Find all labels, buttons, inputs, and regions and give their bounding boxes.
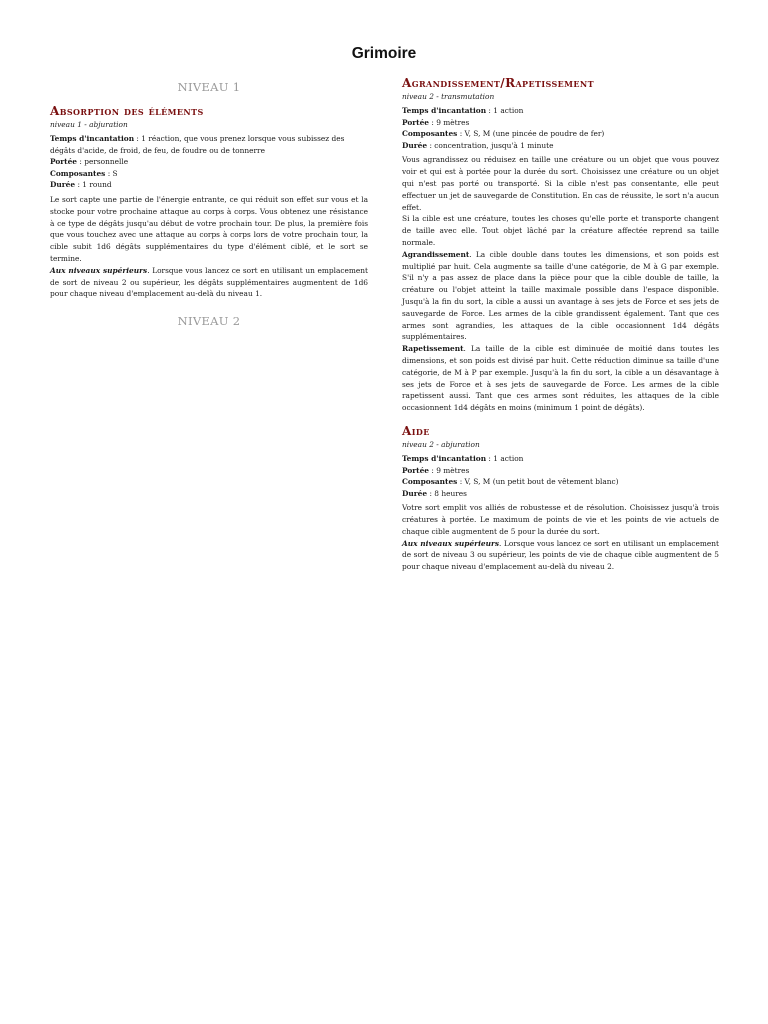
- spell-reduce: Rapetissement. La taille de la cible est diminuée de moitié dans toutes les dimensions, et son poids est divisé par huit. Cette réduction diminue sa taille d'une catégorie, de M à P par exemple. Jusqu'à la fin du sort, la cible a un désavantage à ses jets de Force et à ses jets de sauvegarde de Force. Les armes de la cible rapetissent aussi. Tant que ces armes sont réduites, les attaques de la cible occasionnent 1d4 dégâts en moins (minimum 1 point de dégâts).: [402, 344, 720, 413]
- spell-components: Composantes : S: [50, 168, 118, 178]
- left-column: [50, 76, 368, 338]
- spell-name: Aide: [402, 423, 430, 438]
- prop-value: personnelle: [84, 157, 129, 167]
- spell-name: Agrandissement/Rapetissement: [402, 76, 594, 90]
- prop-value: 8 heures: [434, 488, 467, 498]
- higher-levels-text: Lorsque vous lancez ce sort en utilisant un emplacement de sort de niveau 3 ou supérieur, les points de vie de chaque cible augmentent de 5 pour chaque niveau d'emplacement au-delà du niveau 2.: [402, 538, 719, 572]
- higher-levels-label: Aux niveaux supérieurs: [402, 538, 500, 548]
- spell-description-2: Si la cible est une créature, toutes les choses qu'elle porte et transporte changent de taille avec elle. Tout objet lâché par la créature affectée reprend sa taille normale.: [402, 214, 719, 247]
- prop-value: 9 mètres: [436, 117, 470, 127]
- prop-value: V, S, M (une pincée de poudre de fer): [464, 129, 605, 139]
- reduce-label: Rapetissement: [402, 344, 464, 354]
- prop-value: S: [112, 168, 118, 178]
- prop-label: Composantes: [50, 168, 106, 178]
- spell-aide: [402, 424, 719, 573]
- spell-range: Portée : 9 mètres: [402, 117, 470, 127]
- prop-label: Portée: [402, 465, 430, 475]
- spell-name: Absorption des éléments: [50, 104, 204, 118]
- spell-description: Vous agrandissez ou réduisez en taille une créature ou un objet que vous pouvez voir et qui est à portée pour la durée du sort. Choisissez une créature ou un objet qui n'est pas porté ou transporté. Si la cible n'est pas consentante, elle peut effectuer un jet de sauvegarde de Constitution. En cas de réussite, le sort n'a aucun effet.: [402, 155, 719, 212]
- prop-value: 1 round: [82, 180, 112, 190]
- spell-subtitle: niveau 2 - abjuration: [402, 439, 480, 449]
- prop-label: Portée: [50, 157, 78, 167]
- prop-label: Temps d'incantation: [402, 106, 487, 115]
- spell-higher-levels: Aux niveaux supérieurs. Lorsque vous lancez ce sort en utilisant un emplacement de sort de niveau 3 ou supérieur, les points de vie de chaque cible augmentent de 5 pour chaque niveau d'emplacement au-delà du niveau 2.: [402, 538, 719, 572]
- spell-duration: Durée : concentration, jusqu'à 1 minute: [402, 140, 554, 150]
- spell-description: Votre sort emplit vos alliés de robustesse et de résolution. Choisissez jusqu'à trois créatures à portée. Le maximum de points de vie et les points de vie actuels de chaque cible augmentent de 5 pour la durée du sort.: [402, 503, 719, 536]
- prop-value: 1 réaction, que vous prenez lorsque vous subissez des dégâts d'acide, de froid, de feu, de foudre ou de tonnerre: [50, 134, 345, 155]
- spell-cast-time: Temps d'incantation : 1 action: [402, 453, 524, 463]
- level-heading-2: NIVEAU 2: [177, 314, 241, 329]
- prop-value: 1 action: [493, 106, 524, 115]
- prop-label: Durée: [402, 488, 428, 498]
- spell-enlarge: Agrandissement. La cible double dans toutes les dimensions, et son poids est multiplié par huit. Cela augmente sa taille d'une catégorie, de M à G par exemple. S'il n'y a pas assez de place dans la pièce pour que la cible double de taille, la créature ou l'objet atteint la taille maximale possible dans l'espace disponible. Jusqu'à la fin du sort, la cible a aussi un avantage à ses jets de Force et ses jets de sauvegarde de Force. Les armes de la cible grandissent également. Tant que ces armes sont agrandies, les attaques de la cible occasionnent 1d4 dégâts supplémentaires.: [402, 249, 719, 342]
- prop-value: V, S, M (un petit bout de vêtement blanc): [464, 477, 619, 487]
- spell-duration: Durée : 8 heures: [402, 488, 467, 498]
- level-heading-1: NIVEAU 1: [177, 80, 241, 94]
- spell-components: Composantes : V, S, M (une pincée de poudre de fer): [402, 129, 605, 139]
- prop-label: Temps d'incantation: [402, 453, 487, 463]
- prop-label: Durée: [402, 140, 428, 150]
- reduce-text: La taille de la cible est diminuée de moitié dans toutes les dimensions, et son poids est divisé par huit. Cette réduction diminue sa taille d'une catégorie, de M à P par exemple. Jusqu'à la fin du sort, la cible a un désavantage à ses jets de Force et à ses jets de sauvegarde de Force. Les armes de la cible rapetissent aussi. Tant que ces armes sont réduites, les attaques de la cible occasionnent 1d4 dégâts en moins (minimum 1 point de dégâts).: [402, 344, 720, 413]
- spell-duration: Durée : 1 round: [50, 180, 112, 190]
- spell-description: Le sort capte une partie de l'énergie entrante, ce qui réduit son effet sur vous et la stocke pour votre prochaine attaque au corps à corps. Vous obtenez une résistance à ce type de dégâts jusqu'au début de votre prochain tour. De plus, la première fois que vous touchez avec une attaque au corps à corps lors de votre prochain tour, la cible subit 1d6 dégâts supplémentaires du type d'élément ciblé, et le sort se termine.: [50, 194, 368, 263]
- spell-range: Portée : personnelle: [50, 157, 129, 167]
- document-title: Grimoire: [351, 45, 417, 62]
- spell-agrandissement-rapetissement: [402, 76, 719, 414]
- right-column: [402, 76, 719, 583]
- spell-subtitle: niveau 2 - transmutation: [402, 92, 495, 101]
- prop-label: Temps d'incantation: [50, 134, 135, 143]
- spell-absorption-des-elements: [50, 104, 368, 300]
- spell-components: Composantes : V, S, M (un petit bout de vêtement blanc): [402, 477, 619, 487]
- spell-cast-time: Temps d'incantation : 1 action: [402, 106, 524, 115]
- prop-label: Composantes: [402, 129, 458, 139]
- spell-higher-levels: Aux niveaux supérieurs. Lorsque vous lancez ce sort en utilisant un emplacement de sort de niveau 2 ou supérieur, les dégâts supplémentaires augmentent de 1d6 pour chaque niveau d'emplacement au-delà du niveau 1.: [50, 265, 369, 299]
- higher-levels-text: Lorsque vous lancez ce sort en utilisant un emplacement de sort de niveau 2 ou supérieur, les dégâts supplémentaires augmentent de 1d6 pour chaque niveau d'emplacement au-delà du niveau 1.: [50, 265, 369, 299]
- prop-value: concentration, jusqu'à 1 minute: [434, 140, 554, 150]
- spell-subtitle: niveau 1 - abjuration: [50, 120, 128, 129]
- spell-range: Portée : 9 mètres: [402, 465, 470, 475]
- prop-label: Durée: [50, 180, 76, 190]
- spell-cast-time: Temps d'incantation : 1 réaction, que vous prenez lorsque vous subissez des dégâts d'acide, de froid, de feu, de foudre ou de tonnerre: [50, 134, 345, 155]
- higher-levels-label: Aux niveaux supérieurs: [50, 265, 148, 275]
- prop-value: 9 mètres: [436, 465, 470, 475]
- prop-label: Composantes: [402, 477, 458, 487]
- prop-value: 1 action: [493, 453, 524, 463]
- enlarge-text: La cible double dans toutes les dimensions, et son poids est multiplié par huit. Cela augmente sa taille d'une catégorie, de M à G par exemple. S'il n'y a pas assez de place dans la pièce pour que la cible double de taille, la créature ou l'objet atteint la taille maximale possible dans l'espace disponible. Jusqu'à la fin du sort, la cible a aussi un avantage à ses jets de Force et ses jets de sauvegarde de Force. Les armes de la cible grandissent également. Tant que ces armes sont agrandies, les attaques de la cible occasionnent 1d4 dégâts supplémentaires.: [402, 249, 719, 342]
- enlarge-label: Agrandissement: [402, 249, 470, 259]
- prop-label: Portée: [402, 117, 430, 127]
